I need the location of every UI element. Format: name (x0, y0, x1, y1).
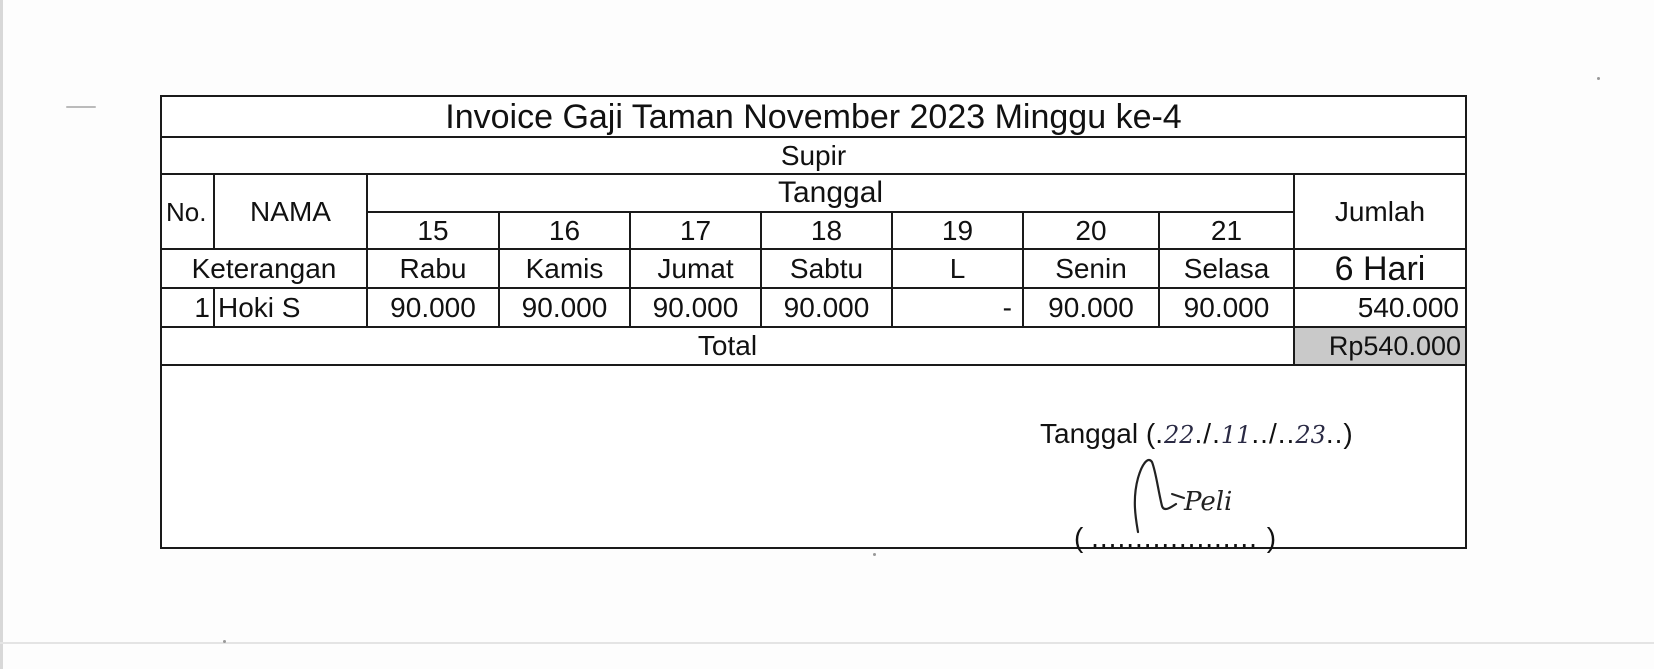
signature-line: ( ................... ) (1074, 522, 1277, 553)
subtitle-row (162, 137, 1465, 174)
invoice-subtitle: Supir (162, 137, 1465, 174)
day-cell: Jumat (630, 249, 761, 288)
row-value: 90.000 (630, 288, 761, 327)
day-cell: Selasa (1159, 249, 1294, 288)
day-cell: Rabu (367, 249, 499, 288)
row-nama: Hoki S (214, 288, 367, 327)
day-cell: L (892, 249, 1023, 288)
header-no: No. (162, 174, 214, 249)
scan-edge-bottom (0, 642, 1654, 644)
date-cell: 16 (499, 212, 630, 249)
sign-open: ( (1074, 522, 1084, 553)
total-row (162, 327, 1465, 365)
signature-name: Peli (1184, 487, 1233, 517)
table-row (162, 288, 1465, 327)
signature-date: Tanggal (.22./.11../..23..) (1040, 418, 1353, 449)
scan-speck (66, 106, 96, 108)
row-value: 90.000 (1159, 288, 1294, 327)
header-nama: NAMA (214, 174, 367, 249)
row-value: 90.000 (499, 288, 630, 327)
date-cell: 18 (761, 212, 892, 249)
date-close: ) (1343, 418, 1353, 449)
header-jumlah: Jumlah (1294, 174, 1465, 249)
scan-edge-left (0, 0, 3, 669)
keterangan-label: Keterangan (162, 249, 367, 288)
date-day: 22 (1163, 421, 1195, 449)
row-value: 90.000 (367, 288, 499, 327)
date-cell: 19 (892, 212, 1023, 249)
title-row (162, 97, 1465, 137)
scan-speck (873, 553, 876, 556)
total-label: Total (162, 327, 1294, 365)
scan-speck (223, 640, 226, 643)
total-value: Rp540.000 (1294, 327, 1465, 365)
row-value: - (892, 288, 1023, 327)
row-value: 90.000 (761, 288, 892, 327)
date-cell: 17 (630, 212, 761, 249)
date-cell: 21 (1159, 212, 1294, 249)
invoice-sheet (160, 95, 1467, 553)
date-year: 23 (1295, 421, 1326, 449)
date-month: 11 (1220, 421, 1252, 449)
day-cell: Sabtu (761, 249, 892, 288)
header-row (162, 174, 1465, 212)
header-tanggal: Tanggal (367, 174, 1294, 212)
day-cell: Senin (1023, 249, 1159, 288)
date-cell: 15 (367, 212, 499, 249)
row-jumlah: 540.000 (1294, 288, 1465, 327)
total-days: 6 Hari (1294, 249, 1465, 288)
row-value: 90.000 (1023, 288, 1159, 327)
scan-speck (1597, 77, 1600, 80)
date-cell: 20 (1023, 212, 1159, 249)
row-no: 1 (162, 288, 214, 327)
sign-close: ) (1266, 522, 1277, 553)
invoice-table (162, 97, 1465, 366)
day-cell: Kamis (499, 249, 630, 288)
signature-area (162, 380, 1465, 553)
date-label: Tanggal ( (1040, 418, 1156, 449)
days-row (162, 249, 1465, 288)
invoice-title: Invoice Gaji Taman November 2023 Minggu ke-4 (162, 97, 1465, 137)
